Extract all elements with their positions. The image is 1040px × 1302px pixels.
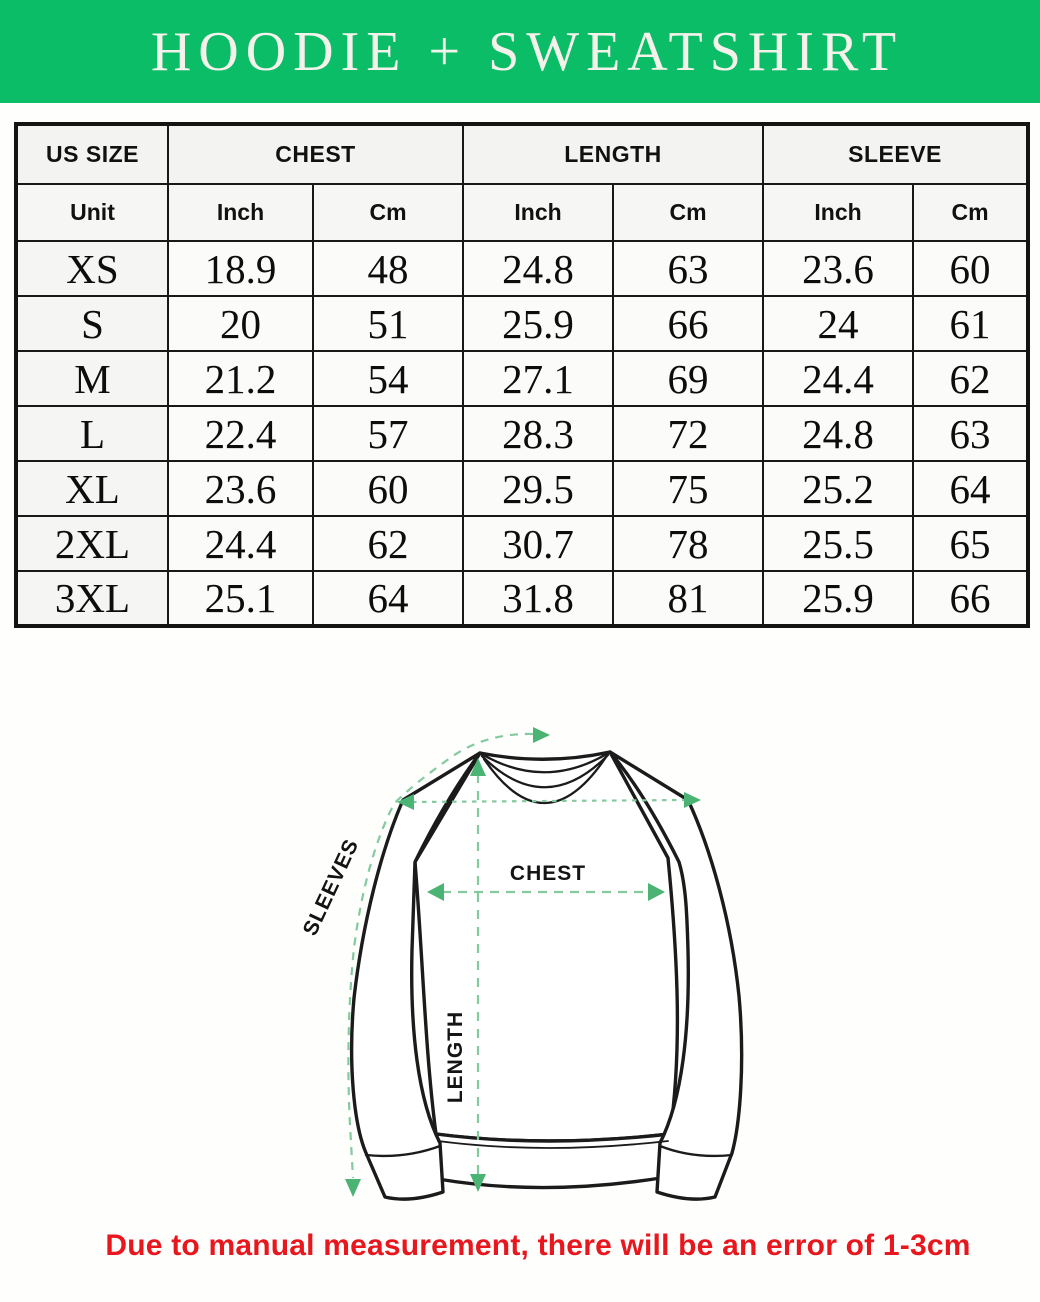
- page-title: HOODIE + SWEATSHIRT: [150, 20, 904, 83]
- header-length-inch: Inch: [463, 184, 613, 241]
- sleeve-cm-value: 60: [913, 241, 1028, 296]
- length-cm-value: 72: [613, 406, 763, 461]
- sleeve-inch-value: 24.8: [763, 406, 913, 461]
- size-label: M: [16, 351, 168, 406]
- chest-cm-value: 54: [313, 351, 463, 406]
- sleeve-cm-value: 64: [913, 461, 1028, 516]
- length-cm-value: 63: [613, 241, 763, 296]
- table-row-groups: [16, 124, 1028, 184]
- table-row-m: [16, 351, 1028, 406]
- chest-cm-value: 57: [313, 406, 463, 461]
- sleeve-inch-value: 24.4: [763, 351, 913, 406]
- chest-label: CHEST: [509, 862, 587, 885]
- header-length: LENGTH: [463, 124, 763, 184]
- size-label: XL: [16, 461, 168, 516]
- sleeve-cm-value: 61: [913, 296, 1028, 351]
- chest-inch-value: 25.1: [168, 571, 313, 626]
- sleeve-cm-value: 63: [913, 406, 1028, 461]
- header-length-cm: Cm: [613, 184, 763, 241]
- sweatshirt-measurement-diagram: [290, 700, 750, 1220]
- size-label: 2XL: [16, 516, 168, 571]
- chest-inch-value: 24.4: [168, 516, 313, 571]
- chest-inch-value: 18.9: [168, 241, 313, 296]
- length-cm-value: 75: [613, 461, 763, 516]
- chest-cm-value: 64: [313, 571, 463, 626]
- table-row-2xl: [16, 516, 1028, 571]
- length-cm-value: 69: [613, 351, 763, 406]
- size-label: S: [16, 296, 168, 351]
- length-inch-value: 24.8: [463, 241, 613, 296]
- chest-cm-value: 62: [313, 516, 463, 571]
- size-label: XS: [16, 241, 168, 296]
- length-inch-value: 25.9: [463, 296, 613, 351]
- length-cm-value: 78: [613, 516, 763, 571]
- length-inch-value: 30.7: [463, 516, 613, 571]
- chest-inch-value: 20: [168, 296, 313, 351]
- chest-inch-value: 23.6: [168, 461, 313, 516]
- sleeve-inch-value: 25.2: [763, 461, 913, 516]
- table-row-xl: [16, 461, 1028, 516]
- table-row-s: [16, 296, 1028, 351]
- header-sleeve-inch: Inch: [763, 184, 913, 241]
- length-inch-value: 29.5: [463, 461, 613, 516]
- header-chest-inch: Inch: [168, 184, 313, 241]
- sleeves-arrow-top: [533, 727, 550, 743]
- header-sleeve: SLEEVE: [763, 124, 1028, 184]
- length-cm-value: 81: [613, 571, 763, 626]
- chest-cm-value: 51: [313, 296, 463, 351]
- sleeve-cm-value: 65: [913, 516, 1028, 571]
- table-row-units: [16, 184, 1028, 241]
- sleeve-inch-value: 25.5: [763, 516, 913, 571]
- title-banner: [0, 0, 1040, 103]
- table-row-xs: [16, 241, 1028, 296]
- measurement-note: [0, 1224, 1040, 1268]
- sleeves-label: SLEEVES: [298, 835, 364, 940]
- sleeve-inch-value: 23.6: [763, 241, 913, 296]
- table-row-3xl: [16, 571, 1028, 626]
- sleeve-inch-value: 24: [763, 296, 913, 351]
- size-table: [14, 122, 1030, 628]
- length-inch-value: 27.1: [463, 351, 613, 406]
- header-chest: CHEST: [168, 124, 463, 184]
- sweatshirt-hem-band: [436, 1134, 670, 1188]
- table-row-l: [16, 406, 1028, 461]
- header-chest-cm: Cm: [313, 184, 463, 241]
- header-unit: Unit: [16, 184, 168, 241]
- chest-inch-value: 22.4: [168, 406, 313, 461]
- chest-inch-value: 21.2: [168, 351, 313, 406]
- header-sleeve-cm: Cm: [913, 184, 1028, 241]
- sleeve-inch-value: 25.9: [763, 571, 913, 626]
- size-label: 3XL: [16, 571, 168, 626]
- length-inch-value: 28.3: [463, 406, 613, 461]
- chest-cm-value: 60: [313, 461, 463, 516]
- sweatshirt-outline: [352, 752, 742, 1199]
- length-cm-value: 66: [613, 296, 763, 351]
- length-inch-value: 31.8: [463, 571, 613, 626]
- shoulder-arrow-right: [684, 792, 701, 808]
- sleeves-arrow-bottom: [345, 1179, 361, 1197]
- length-label: LENGTH: [444, 1010, 467, 1104]
- header-us-size: US SIZE: [16, 124, 168, 184]
- size-label: L: [16, 406, 168, 461]
- sleeve-cm-value: 66: [913, 571, 1028, 626]
- measurement-note-text: Due to manual measurement, there will be an error of 1-3cm: [105, 1229, 971, 1262]
- sleeve-cm-value: 62: [913, 351, 1028, 406]
- chest-cm-value: 48: [313, 241, 463, 296]
